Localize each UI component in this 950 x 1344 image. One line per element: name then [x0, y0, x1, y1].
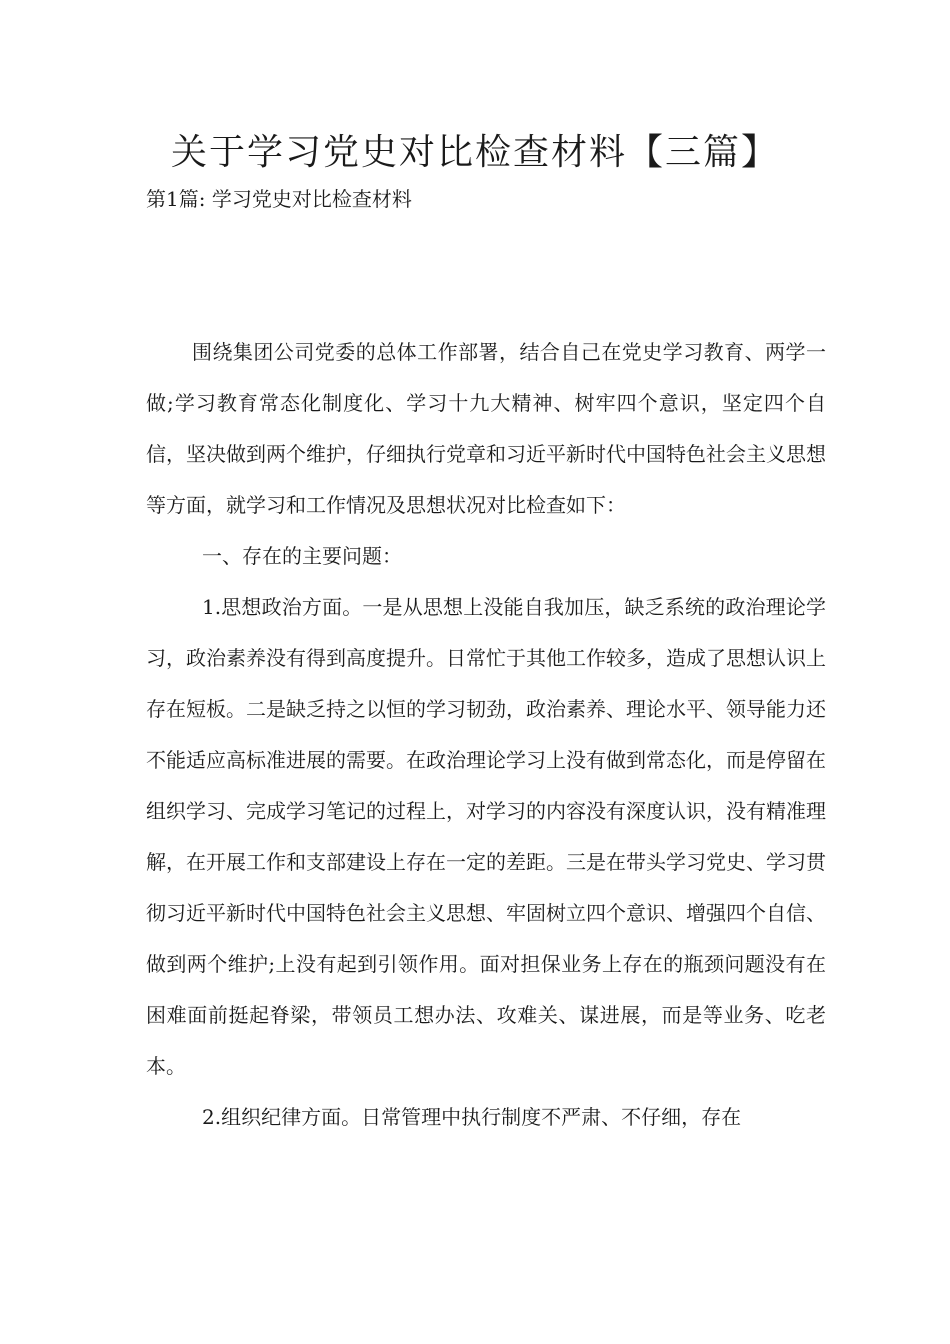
paragraph-intro: 围绕集团公司党委的总体工作部署，结合自己在党史学习教育、两学一做;学习教育常态化制度化、学习十九大精神、树牢四个意识，坚定四个自信，坚决做到两个维护，仔细执行党章和习近平新时代中国特色社会主义思想等方面，就学习和工作情况及思想状况对比检查如下：	[146, 340, 826, 517]
document-subtitle: 第1篇: 学习党史对比检查材料	[146, 187, 412, 211]
paragraph-political-thought: 1.思想政治方面。一是从思想上没能自我加压，缺乏系统的政治理论学习，政治素养没有得到高度提升。日常忙于其他工作较多，造成了思想认识上存在短板。二是缺乏持之以恒的学习韧劲，政治素养、理论水平、领导能力还不能适应高标准进展的需要。在政治理论学习上没有做到常态化，而是停留在组织学习、完成学习笔记的过程上，对学习的内容没有深度认识，没有精准理解，在开展工作和支部建设上存在一定的差距。三是在带头学习党史、学习贯彻习近平新时代中国特色社会主义思想、牢固树立四个意识、增强四个自信、做到两个维护;上没有起到引领作用。面对担保业务上存在的瓶颈问题没有在困难面前挺起脊梁，带领员工想办法、攻难关、谋进展，而是等业务、吃老本。	[146, 595, 826, 1078]
document-body	[146, 327, 826, 1143]
document-title: 关于学习党史对比检查材料【三篇】	[170, 132, 779, 173]
paragraph-organizational-discipline: 2.组织纪律方面。日常管理中执行制度不严肃、不仔细，存在	[202, 1105, 742, 1129]
paragraph-heading-problems: 一、存在的主要问题：	[202, 544, 402, 568]
